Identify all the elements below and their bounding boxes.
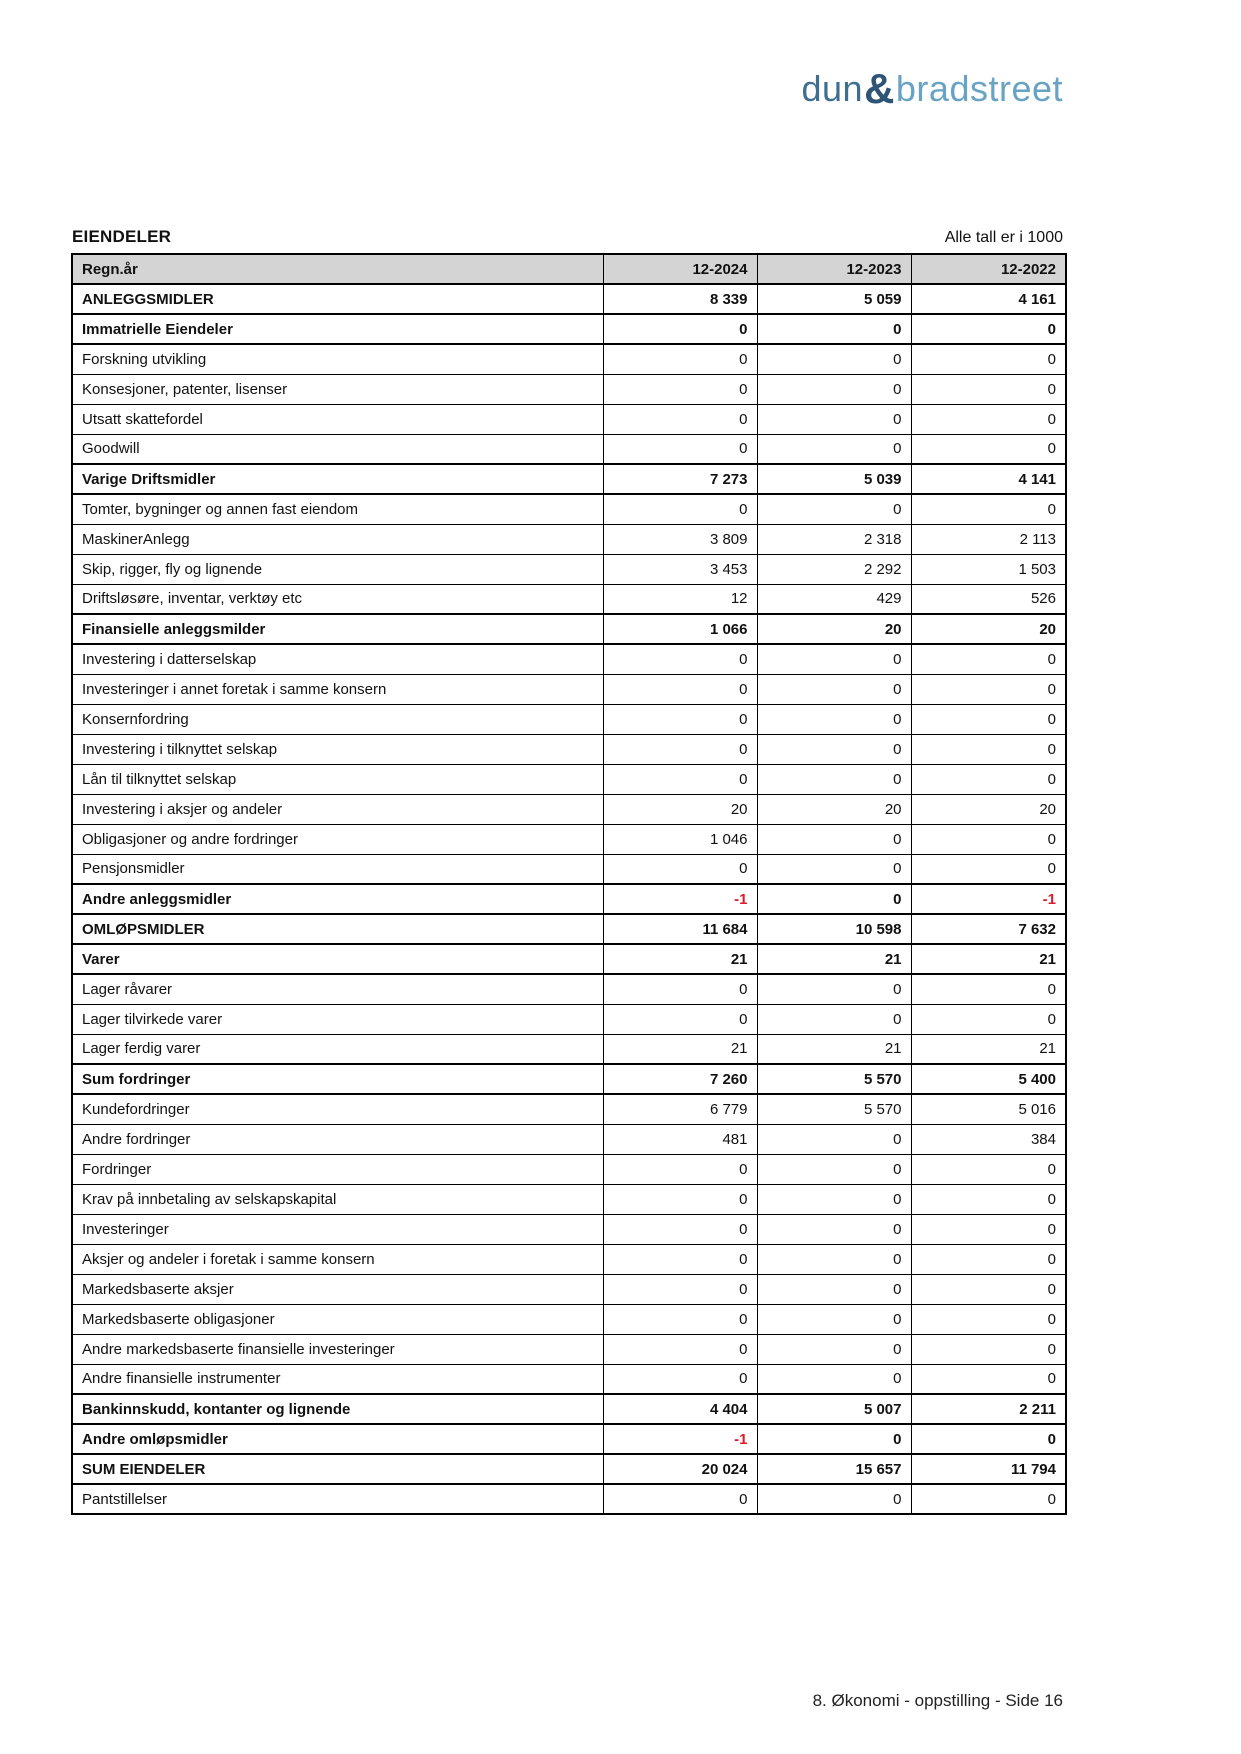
row-value: 3 453: [603, 554, 757, 584]
row-value: 0: [603, 1484, 757, 1514]
logo-word-dun: dun: [801, 68, 864, 109]
row-value: 481: [603, 1124, 757, 1154]
row-label: Investering i datterselskap: [72, 644, 603, 674]
row-value: 0: [911, 434, 1066, 464]
row-label: Investering i tilknyttet selskap: [72, 734, 603, 764]
row-value: 7 273: [603, 464, 757, 494]
row-value: 0: [603, 1004, 757, 1034]
row-value: -1: [603, 1424, 757, 1454]
row-value: 0: [757, 314, 911, 344]
row-value: 0: [911, 1274, 1066, 1304]
row-label: MaskinerAnlegg: [72, 524, 603, 554]
table-row: [72, 584, 1066, 614]
row-value: 21: [911, 1034, 1066, 1064]
row-label: Andre omløpsmidler: [72, 1424, 603, 1454]
row-value: 0: [911, 854, 1066, 884]
row-value: 2 113: [911, 524, 1066, 554]
row-label: Sum fordringer: [72, 1064, 603, 1094]
row-value: 0: [603, 1244, 757, 1274]
section-header: [72, 227, 1063, 247]
row-value: 0: [911, 1004, 1066, 1034]
year-column-label: Regn.år: [72, 254, 603, 284]
row-value: 0: [911, 1244, 1066, 1274]
table-row: [72, 1484, 1066, 1514]
table-row: [72, 1394, 1066, 1424]
logo-ampersand-icon: &: [864, 65, 895, 112]
row-value: 0: [603, 764, 757, 794]
row-value: 0: [757, 764, 911, 794]
row-value: 384: [911, 1124, 1066, 1154]
row-value: 11 794: [911, 1454, 1066, 1484]
row-value: 0: [911, 974, 1066, 1004]
row-value: 0: [911, 1304, 1066, 1334]
row-value: 0: [757, 374, 911, 404]
row-value: 0: [603, 1184, 757, 1214]
row-value: 21: [603, 944, 757, 974]
row-value: 0: [757, 1004, 911, 1034]
row-value: 0: [911, 824, 1066, 854]
row-value: 0: [911, 1214, 1066, 1244]
row-label: Investering i aksjer og andeler: [72, 794, 603, 824]
table-row: [72, 494, 1066, 524]
row-label: Pantstillelser: [72, 1484, 603, 1514]
row-value: 0: [603, 494, 757, 524]
row-label: Forskning utvikling: [72, 344, 603, 374]
row-value: 0: [757, 404, 911, 434]
row-label: Utsatt skattefordel: [72, 404, 603, 434]
row-label: Lager tilvirkede varer: [72, 1004, 603, 1034]
row-value: 0: [757, 1244, 911, 1274]
row-value: -1: [911, 884, 1066, 914]
table-row: [72, 404, 1066, 434]
table-row: [72, 1124, 1066, 1154]
row-value: 21: [603, 1034, 757, 1064]
row-label: Lager ferdig varer: [72, 1034, 603, 1064]
row-value: 5 059: [757, 284, 911, 314]
row-label: Fordringer: [72, 1154, 603, 1184]
table-row: [72, 614, 1066, 644]
row-value: 20: [757, 794, 911, 824]
table-row: [72, 1214, 1066, 1244]
row-value: 20: [911, 794, 1066, 824]
row-value: 0: [757, 1334, 911, 1364]
table-row: [72, 944, 1066, 974]
row-value: 0: [911, 374, 1066, 404]
row-label: Finansielle anleggsmilder: [72, 614, 603, 644]
table-row: [72, 704, 1066, 734]
table-row: [72, 1244, 1066, 1274]
row-value: 0: [603, 1364, 757, 1394]
row-value: 526: [911, 584, 1066, 614]
row-value: 6 779: [603, 1094, 757, 1124]
row-label: Investeringer: [72, 1214, 603, 1244]
year-header-2024: 12-2024: [603, 254, 757, 284]
row-value: 0: [603, 704, 757, 734]
row-value: 0: [603, 374, 757, 404]
row-value: 0: [757, 1424, 911, 1454]
row-value: 0: [603, 434, 757, 464]
row-label: Lager råvarer: [72, 974, 603, 1004]
year-header-2023: 12-2023: [757, 254, 911, 284]
row-value: 4 404: [603, 1394, 757, 1424]
row-value: 20: [603, 794, 757, 824]
row-label: Andre anleggsmidler: [72, 884, 603, 914]
row-value: 11 684: [603, 914, 757, 944]
row-value: -1: [603, 884, 757, 914]
row-label: Pensjonsmidler: [72, 854, 603, 884]
row-value: 0: [757, 674, 911, 704]
table-row: [72, 1274, 1066, 1304]
row-value: 5 570: [757, 1094, 911, 1124]
row-value: 0: [757, 824, 911, 854]
table-row: [72, 1304, 1066, 1334]
row-value: 0: [603, 1214, 757, 1244]
row-value: 5 007: [757, 1394, 911, 1424]
page-footer: 8. Økonomi - oppstilling - Side 16: [812, 1691, 1063, 1710]
row-label: Andre finansielle instrumenter: [72, 1364, 603, 1394]
row-value: 10 598: [757, 914, 911, 944]
row-label: Immatrielle Eiendeler: [72, 314, 603, 344]
row-value: 0: [757, 704, 911, 734]
row-value: 4 161: [911, 284, 1066, 314]
row-value: 7 260: [603, 1064, 757, 1094]
row-value: 0: [757, 1274, 911, 1304]
table-row: [72, 1064, 1066, 1094]
table-row: [72, 764, 1066, 794]
row-value: 0: [757, 854, 911, 884]
row-label: Konsernfordring: [72, 704, 603, 734]
table-row: [72, 464, 1066, 494]
table-row: [72, 1154, 1066, 1184]
table-row: [72, 1364, 1066, 1394]
table-row: [72, 314, 1066, 344]
row-value: 20 024: [603, 1454, 757, 1484]
row-value: 0: [603, 734, 757, 764]
row-value: 0: [911, 1484, 1066, 1514]
row-value: 5 570: [757, 1064, 911, 1094]
row-value: 0: [911, 314, 1066, 344]
balance-sheet-table: [71, 253, 1067, 1515]
row-value: 0: [757, 1184, 911, 1214]
table-row: [72, 344, 1066, 374]
dun-bradstreet-logo: [801, 65, 1063, 112]
row-value: 15 657: [757, 1454, 911, 1484]
row-value: 5 016: [911, 1094, 1066, 1124]
row-value: 0: [911, 404, 1066, 434]
row-label: Markedsbaserte aksjer: [72, 1274, 603, 1304]
row-value: 4 141: [911, 464, 1066, 494]
row-value: 0: [757, 1154, 911, 1184]
row-value: 2 292: [757, 554, 911, 584]
row-value: 0: [911, 1424, 1066, 1454]
table-row: [72, 884, 1066, 914]
table-row: [72, 1184, 1066, 1214]
row-value: 0: [757, 734, 911, 764]
table-row: [72, 854, 1066, 884]
row-value: 3 809: [603, 524, 757, 554]
row-value: 0: [911, 1184, 1066, 1214]
row-value: 12: [603, 584, 757, 614]
row-value: 0: [757, 1364, 911, 1394]
row-value: 0: [911, 344, 1066, 374]
row-value: 0: [911, 734, 1066, 764]
row-value: 0: [911, 494, 1066, 524]
row-value: 0: [603, 1274, 757, 1304]
row-value: 0: [603, 644, 757, 674]
row-label: Tomter, bygninger og annen fast eiendom: [72, 494, 603, 524]
row-value: 0: [911, 1154, 1066, 1184]
row-value: 20: [911, 614, 1066, 644]
row-value: 0: [603, 674, 757, 704]
row-value: 21: [911, 944, 1066, 974]
row-label: Andre fordringer: [72, 1124, 603, 1154]
row-label: Goodwill: [72, 434, 603, 464]
row-value: 1 046: [603, 824, 757, 854]
table-row: [72, 1454, 1066, 1484]
table-body: [72, 284, 1066, 1514]
table-row: [72, 824, 1066, 854]
row-label: SUM EIENDELER: [72, 1454, 603, 1484]
table-row: [72, 914, 1066, 944]
row-value: 0: [757, 344, 911, 374]
row-value: 0: [603, 314, 757, 344]
table-row: [72, 734, 1066, 764]
row-value: 0: [911, 644, 1066, 674]
row-value: 0: [757, 884, 911, 914]
table-row: [72, 554, 1066, 584]
row-value: 0: [757, 434, 911, 464]
row-label: OMLØPSMIDLER: [72, 914, 603, 944]
table-row: [72, 1424, 1066, 1454]
row-value: 0: [911, 764, 1066, 794]
row-value: 0: [757, 494, 911, 524]
row-value: 0: [911, 674, 1066, 704]
row-value: 0: [757, 644, 911, 674]
row-value: 429: [757, 584, 911, 614]
row-value: 1 503: [911, 554, 1066, 584]
row-label: Varige Driftsmidler: [72, 464, 603, 494]
row-label: Kundefordringer: [72, 1094, 603, 1124]
row-value: 7 632: [911, 914, 1066, 944]
row-value: 0: [757, 1214, 911, 1244]
section-title: EIENDELER: [72, 227, 172, 246]
row-label: Krav på innbetaling av selskapskapital: [72, 1184, 603, 1214]
table-row: [72, 674, 1066, 704]
units-note: Alle tall er i 1000: [944, 229, 1063, 246]
row-value: 0: [911, 704, 1066, 734]
row-label: Markedsbaserte obligasjoner: [72, 1304, 603, 1334]
row-value: 2 211: [911, 1394, 1066, 1424]
row-label: Konsesjoner, patenter, lisenser: [72, 374, 603, 404]
row-label: Aksjer og andeler i foretak i samme konsern: [72, 1244, 603, 1274]
row-label: Skip, rigger, fly og lignende: [72, 554, 603, 584]
row-value: 0: [603, 1304, 757, 1334]
row-label: Driftsløsøre, inventar, verktøy etc: [72, 584, 603, 614]
table-row: [72, 434, 1066, 464]
row-value: 0: [603, 974, 757, 1004]
table-header-row: [72, 254, 1066, 284]
table-row: [72, 1334, 1066, 1364]
table-row: [72, 644, 1066, 674]
row-label: Varer: [72, 944, 603, 974]
row-value: 0: [757, 974, 911, 1004]
row-value: 21: [757, 944, 911, 974]
row-value: 0: [911, 1364, 1066, 1394]
row-value: 2 318: [757, 524, 911, 554]
row-value: 0: [603, 854, 757, 884]
table-row: [72, 374, 1066, 404]
row-value: 0: [603, 404, 757, 434]
year-header-2022: 12-2022: [911, 254, 1066, 284]
row-value: 5 039: [757, 464, 911, 494]
table-row: [72, 524, 1066, 554]
logo-word-bradstreet: bradstreet: [895, 68, 1063, 109]
row-value: 0: [603, 1334, 757, 1364]
table-row: [72, 1004, 1066, 1034]
row-value: 0: [911, 1334, 1066, 1364]
row-label: Andre markedsbaserte finansielle investeringer: [72, 1334, 603, 1364]
table-row: [72, 284, 1066, 314]
row-label: Investeringer i annet foretak i samme konsern: [72, 674, 603, 704]
row-value: 0: [757, 1124, 911, 1154]
row-value: 21: [757, 1034, 911, 1064]
row-label: Lån til tilknyttet selskap: [72, 764, 603, 794]
row-label: ANLEGGSMIDLER: [72, 284, 603, 314]
table-row: [72, 794, 1066, 824]
row-value: 1 066: [603, 614, 757, 644]
row-value: 0: [757, 1304, 911, 1334]
table-row: [72, 1094, 1066, 1124]
table-row: [72, 1034, 1066, 1064]
row-value: 0: [603, 344, 757, 374]
row-value: 5 400: [911, 1064, 1066, 1094]
row-value: 0: [757, 1484, 911, 1514]
row-value: 20: [757, 614, 911, 644]
row-label: Bankinnskudd, kontanter og lignende: [72, 1394, 603, 1424]
table-row: [72, 974, 1066, 1004]
row-label: Obligasjoner og andre fordringer: [72, 824, 603, 854]
row-value: 0: [603, 1154, 757, 1184]
row-value: 8 339: [603, 284, 757, 314]
